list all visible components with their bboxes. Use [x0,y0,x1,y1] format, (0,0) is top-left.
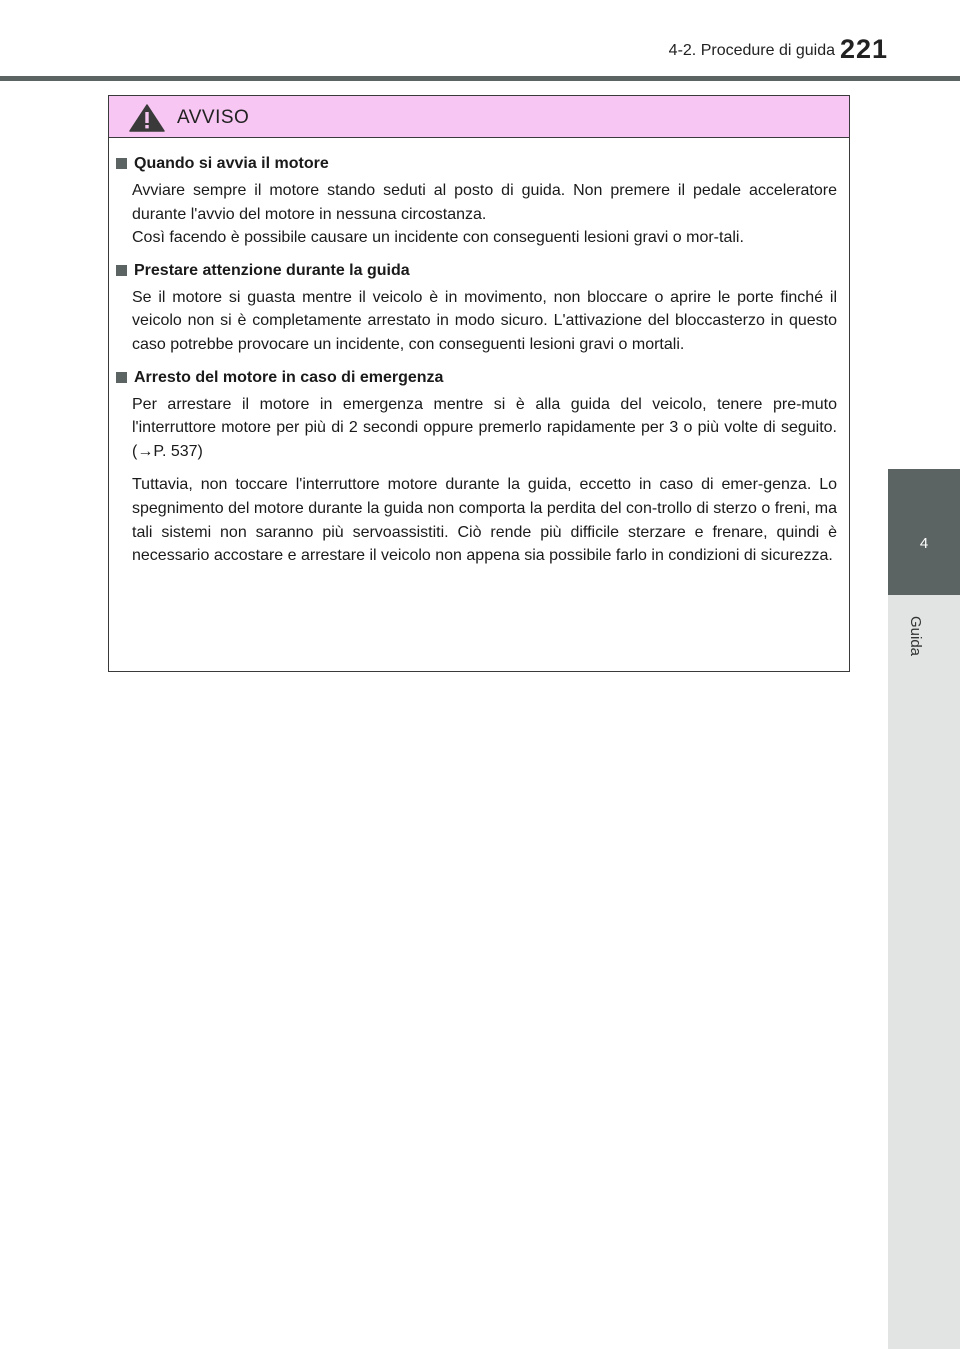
item-paragraph: Avviare sempre il motore stando seduti al posto di guida. Non premere il pedale acceleratore durante l'avvio del motore in nessuna circostanza. Così facendo è possibile causare un incidente con conseguenti lesioni gravi o mor-tali. [132,182,837,247]
header-rule [0,76,960,81]
warning-item [109,260,849,357]
item-paragraph: Per arrestare il motore in emergenza mentre si è alla guida del veicolo, tenere pre-muto l'interruttore motore per più di 2 secondi oppure premerlo rapidamente per 3 o più volte di seguito. (→P. 537) [132,395,837,460]
item-heading [109,260,849,284]
section-title: 4-2. Procedure di guida [668,42,835,59]
square-bullet-icon [116,372,127,383]
chapter-tab-strip [888,595,960,1349]
warning-item [109,153,849,250]
square-bullet-icon [116,265,127,276]
warning-box [108,95,850,672]
item-paragraph: Tuttavia, non toccare l'interruttore motore durante la guida, eccetto in caso di emer-genza. Lo spegnimento del motore durante la guida non comporta la perdita del con-trollo di sterzo o freni, ma tali sistemi non saranno più servoassistiti. Ciò rende più difficile sterzare e frenare, quindi è necessario accostare e arrestare il veicolo non appena sia possibile farlo in condizioni di sicurezza. [132,476,837,565]
page-number: 221 [839,34,888,64]
warning-triangle-icon [129,104,165,132]
item-heading-text: Arresto del motore in caso di emergenza [134,368,444,386]
warning-item [109,367,849,568]
item-paragraph: Se il motore si guasta mentre il veicolo è in movimento, non bloccare o aprire le porte finché il veicolo non si è completamente arrestato in modo sicuro. L'attivazione del bloccasterzo in questo caso potrebbe provocare un incidente, con conseguenti lesioni gravi o mortali. [132,288,837,353]
warning-title: AVVISO [177,107,250,128]
warning-body [109,153,849,578]
chapter-label: Guida [907,615,924,657]
item-heading-text: Quando si avvia il motore [134,155,329,172]
item-heading [109,367,849,391]
item-heading [109,153,849,177]
chapter-tab [888,469,960,595]
item-heading-text: Prestare attenzione durante la guida [134,261,410,279]
square-bullet-icon [116,158,127,169]
chapter-number: 4 [919,535,929,552]
warning-header [109,96,849,138]
